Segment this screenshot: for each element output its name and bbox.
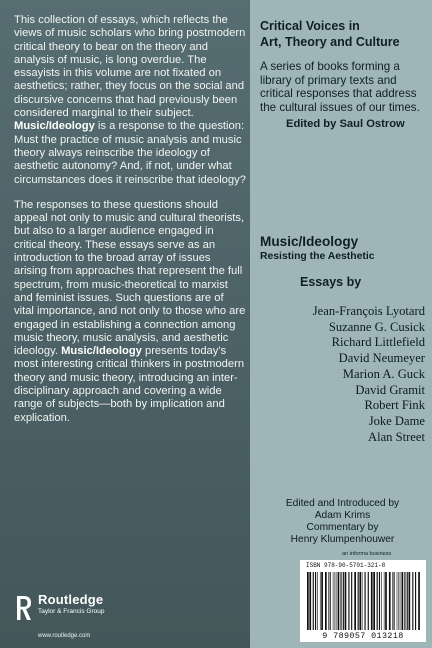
publisher-url: www.routledge.com <box>38 633 91 639</box>
barcode-icon <box>306 572 422 630</box>
blurb-paragraph-1: This collection of essays, which reflects the views of music scholars who bring postmodern critical theory to bear on the theory and analysis of music, is long overdue. The essayists in this volume are not fixated on aesthetics; rather, they focus on the social and discursive concerns that had previously been considered marginal to their subject. Music/Ideology is a response to the question: Must the practice of music analysis and music theory always reinscribe the ideology of aesthetic autonomy? And, if not, under what circumstances does it reinscribe that ideology? <box>14 14 246 186</box>
book-title: Music/Ideology <box>260 234 359 249</box>
author-name: David Gramit <box>355 382 425 397</box>
book-title-inline: Music/Ideology <box>61 345 142 358</box>
book-subtitle: Resisting the Aesthetic <box>260 251 375 262</box>
informa-label: an informa business <box>342 551 392 557</box>
author-name: Joke Dame <box>368 413 425 428</box>
series-title: Critical Voices in Art, Theory and Culture <box>260 19 400 49</box>
blurb-paragraph-2: The responses to these questions should appeal not only to music and cultural theorists, but also to a larger audience engaged in critical theory. These essays serve as an introduction to the broad array of issues arising from approaches that represent the full spectrum, from music-theoretical to marxist and feminist issues. Such questions are of vital importance, and not only to those who are engaged in establishing a connection among music theory, music analysis, and aesthetic ideology. Music/Ideology presents today's most interesting critical thinkers in postmodern theory and music theory, introducing an inter-disciplinary approach and covering a wide range of subjects—both by implication and explication. <box>14 198 246 424</box>
author-name: Richard Littlefield <box>331 335 425 350</box>
isbn-text: ISBN 978-90-5701-321-8 <box>306 562 386 569</box>
essays-label: Essays by <box>300 275 362 289</box>
publisher-block <box>38 592 104 615</box>
publisher-name: Routledge <box>38 592 104 607</box>
routledge-logo-icon <box>14 594 34 622</box>
publisher-group: Taylor & Francis Group <box>38 608 105 615</box>
author-name: Alan Street <box>367 429 425 444</box>
author-name: Jean-François Lyotard <box>312 304 425 318</box>
author-name: Robert Fink <box>364 398 425 413</box>
editors-block: Edited and Introduced by Adam Krims Commentary by Henry Klumpenhouwer <box>285 498 400 545</box>
author-name: Marion A. Guck <box>342 366 425 381</box>
author-list <box>260 304 425 445</box>
blurb-text <box>14 14 246 437</box>
series-block <box>260 18 428 130</box>
author-name: Suzanne G. Cusick <box>328 319 425 334</box>
series-editor: Edited by Saul Ostrow <box>286 118 405 131</box>
series-description: A series of books forming a library of primary texts and critical responses that address the cultural issues of our times. <box>260 60 420 114</box>
book-title-block <box>260 234 425 262</box>
book-title-inline: Music/Ideology <box>14 120 95 133</box>
barcode-number: 9 789057 013218 <box>322 631 404 641</box>
author-name: David Neumeyer <box>338 351 425 366</box>
